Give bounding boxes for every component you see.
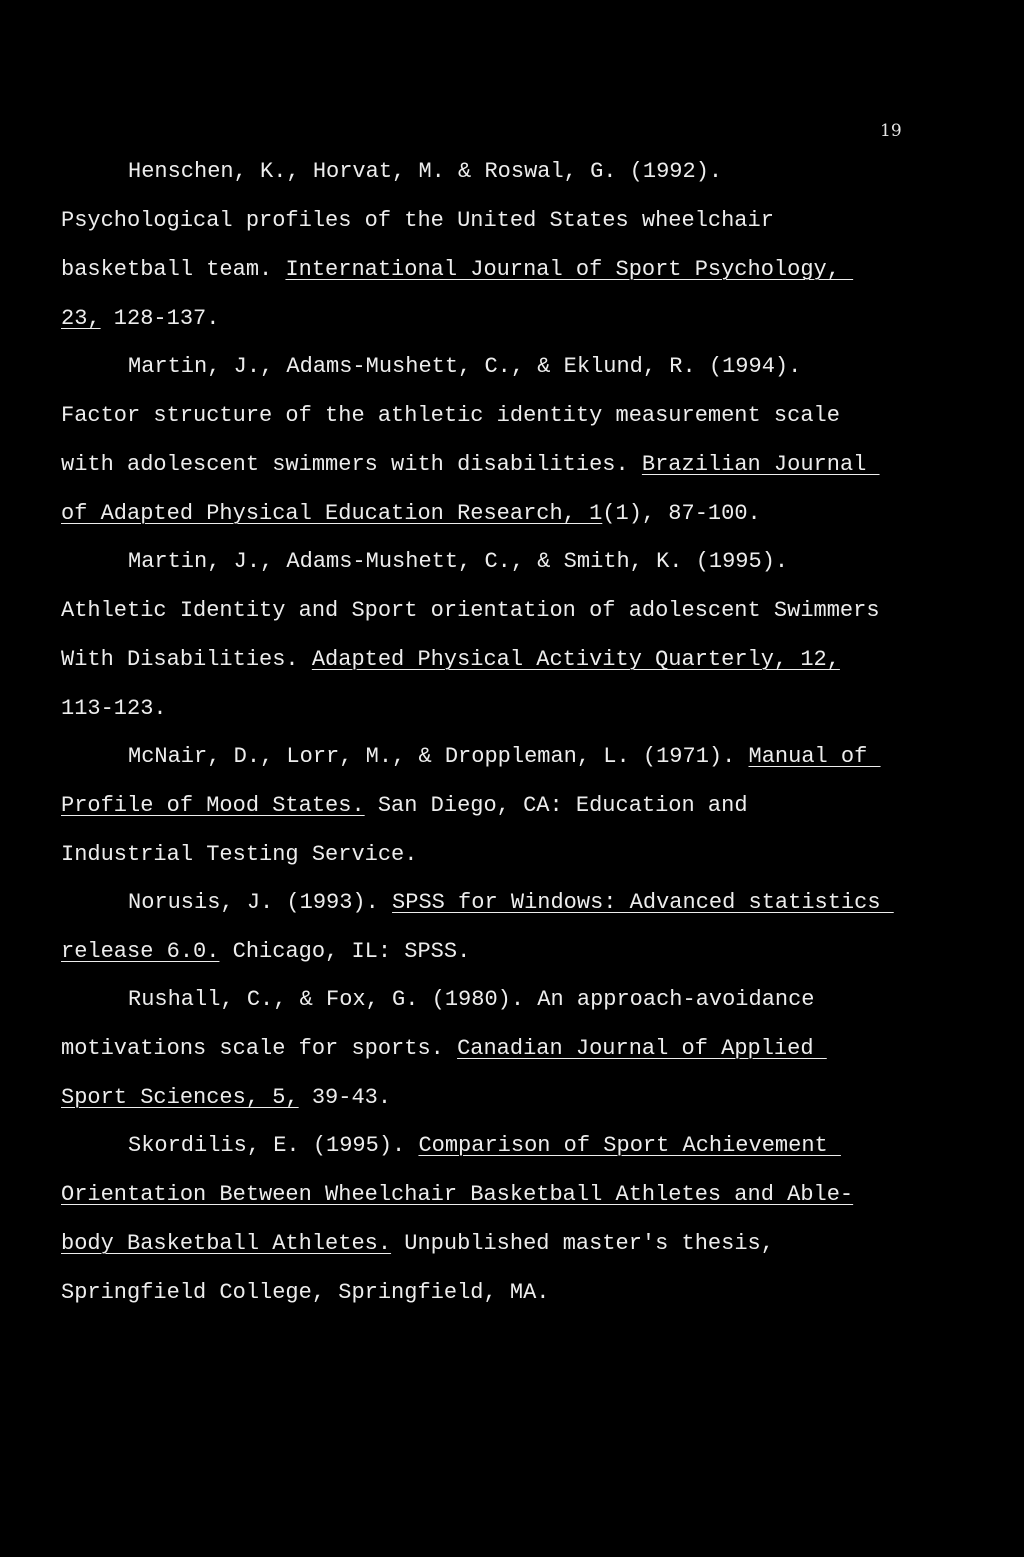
reference-line [61, 1036, 827, 1062]
reference-title-segment: Adapted Physical Activity Quarterly, 12, [311, 647, 840, 672]
reference-text-segment: (1), 87-100. [602, 501, 761, 526]
reference-title-segment: Brazilian Journal [641, 452, 880, 477]
reference-text-segment: 39-43. [298, 1085, 392, 1110]
reference-text-segment: Henschen, K., Horvat, M. & Roswal, G. (1992). [128, 159, 723, 184]
reference-line [128, 987, 815, 1013]
reference-text-segment: Industrial Testing Service. [61, 842, 418, 867]
reference-title-segment: 23, [61, 306, 101, 331]
reference-text-segment: Martin, J., Adams-Mushett, C., & Smith, K. (1995). [128, 549, 789, 574]
reference-text-segment: Factor structure of the athletic identity measurement scale [61, 403, 840, 428]
reference-text-segment: Springfield College, Springfield, MA. [61, 1280, 550, 1305]
reference-line [61, 939, 470, 965]
reference-text-segment: Unpublished master's thesis, [391, 1231, 774, 1256]
reference-line [61, 696, 167, 722]
reference-title-segment: SPSS for Windows: Advanced statistics [392, 890, 894, 915]
reference-text-segment: With Disabilities. [61, 647, 312, 672]
reference-line [61, 403, 840, 429]
reference-line [128, 549, 788, 575]
reference-line [61, 1231, 774, 1257]
reference-line [128, 354, 801, 380]
reference-line [61, 1280, 549, 1306]
reference-title-segment: body Basketball Athletes. [61, 1231, 392, 1256]
reference-text-segment: McNair, D., Lorr, M., & Droppleman, L. (1971). [128, 744, 749, 769]
reference-line [61, 1085, 391, 1111]
reference-text-segment: with adolescent swimmers with disabilities. [61, 452, 642, 477]
page-number: 19 [880, 121, 902, 141]
reference-title-segment: Comparison of Sport Achievement [418, 1133, 841, 1158]
reference-line [61, 598, 880, 624]
reference-text-segment: Psychological profiles of the United States wheelchair [61, 208, 774, 233]
reference-text-segment: motivations scale for sports. [61, 1036, 458, 1061]
reference-text-segment: Athletic Identity and Sport orientation of adolescent Swimmers [61, 598, 880, 623]
reference-title-segment: Manual of [748, 744, 881, 769]
reference-title-segment: Canadian Journal of Applied [457, 1036, 827, 1061]
reference-title-segment: release 6.0. [61, 939, 220, 964]
reference-line [128, 890, 894, 916]
reference-text-segment: 113-123. [61, 696, 167, 721]
reference-line [128, 159, 722, 185]
reference-text-segment: basketball team. [61, 257, 286, 282]
reference-line [61, 647, 840, 673]
reference-line [61, 501, 761, 527]
reference-text-segment: Martin, J., Adams-Mushett, C., & Eklund, R. (1994). [128, 354, 802, 379]
reference-title-segment: of Adapted Physical Education Research, 1 [61, 501, 603, 526]
reference-line [61, 842, 417, 868]
reference-text-segment: Norusis, J. (1993). [128, 890, 393, 915]
reference-text-segment: San Diego, CA: Education and [364, 793, 748, 818]
reference-text-segment: 128-137. [100, 306, 220, 331]
reference-line [61, 257, 853, 283]
reference-line [128, 1133, 841, 1159]
reference-text-segment: Skordilis, E. (1995). [128, 1133, 419, 1158]
reference-line [61, 306, 219, 332]
reference-text-segment: Chicago, IL: SPSS. [219, 939, 471, 964]
reference-text-segment: Rushall, C., & Fox, G. (1980). An approach-avoidance [128, 987, 815, 1012]
reference-line [61, 1182, 853, 1208]
reference-line [61, 793, 748, 819]
reference-title-segment: Profile of Mood States. [61, 793, 365, 818]
reference-line [61, 452, 880, 478]
reference-title-segment: Sport Sciences, 5, [61, 1085, 299, 1110]
reference-line [128, 744, 881, 770]
reference-line [61, 208, 774, 234]
reference-title-segment: International Journal of Sport Psychology, [285, 257, 854, 282]
reference-title-segment: Orientation Between Wheelchair Basketball Athletes and Able- [61, 1182, 854, 1207]
